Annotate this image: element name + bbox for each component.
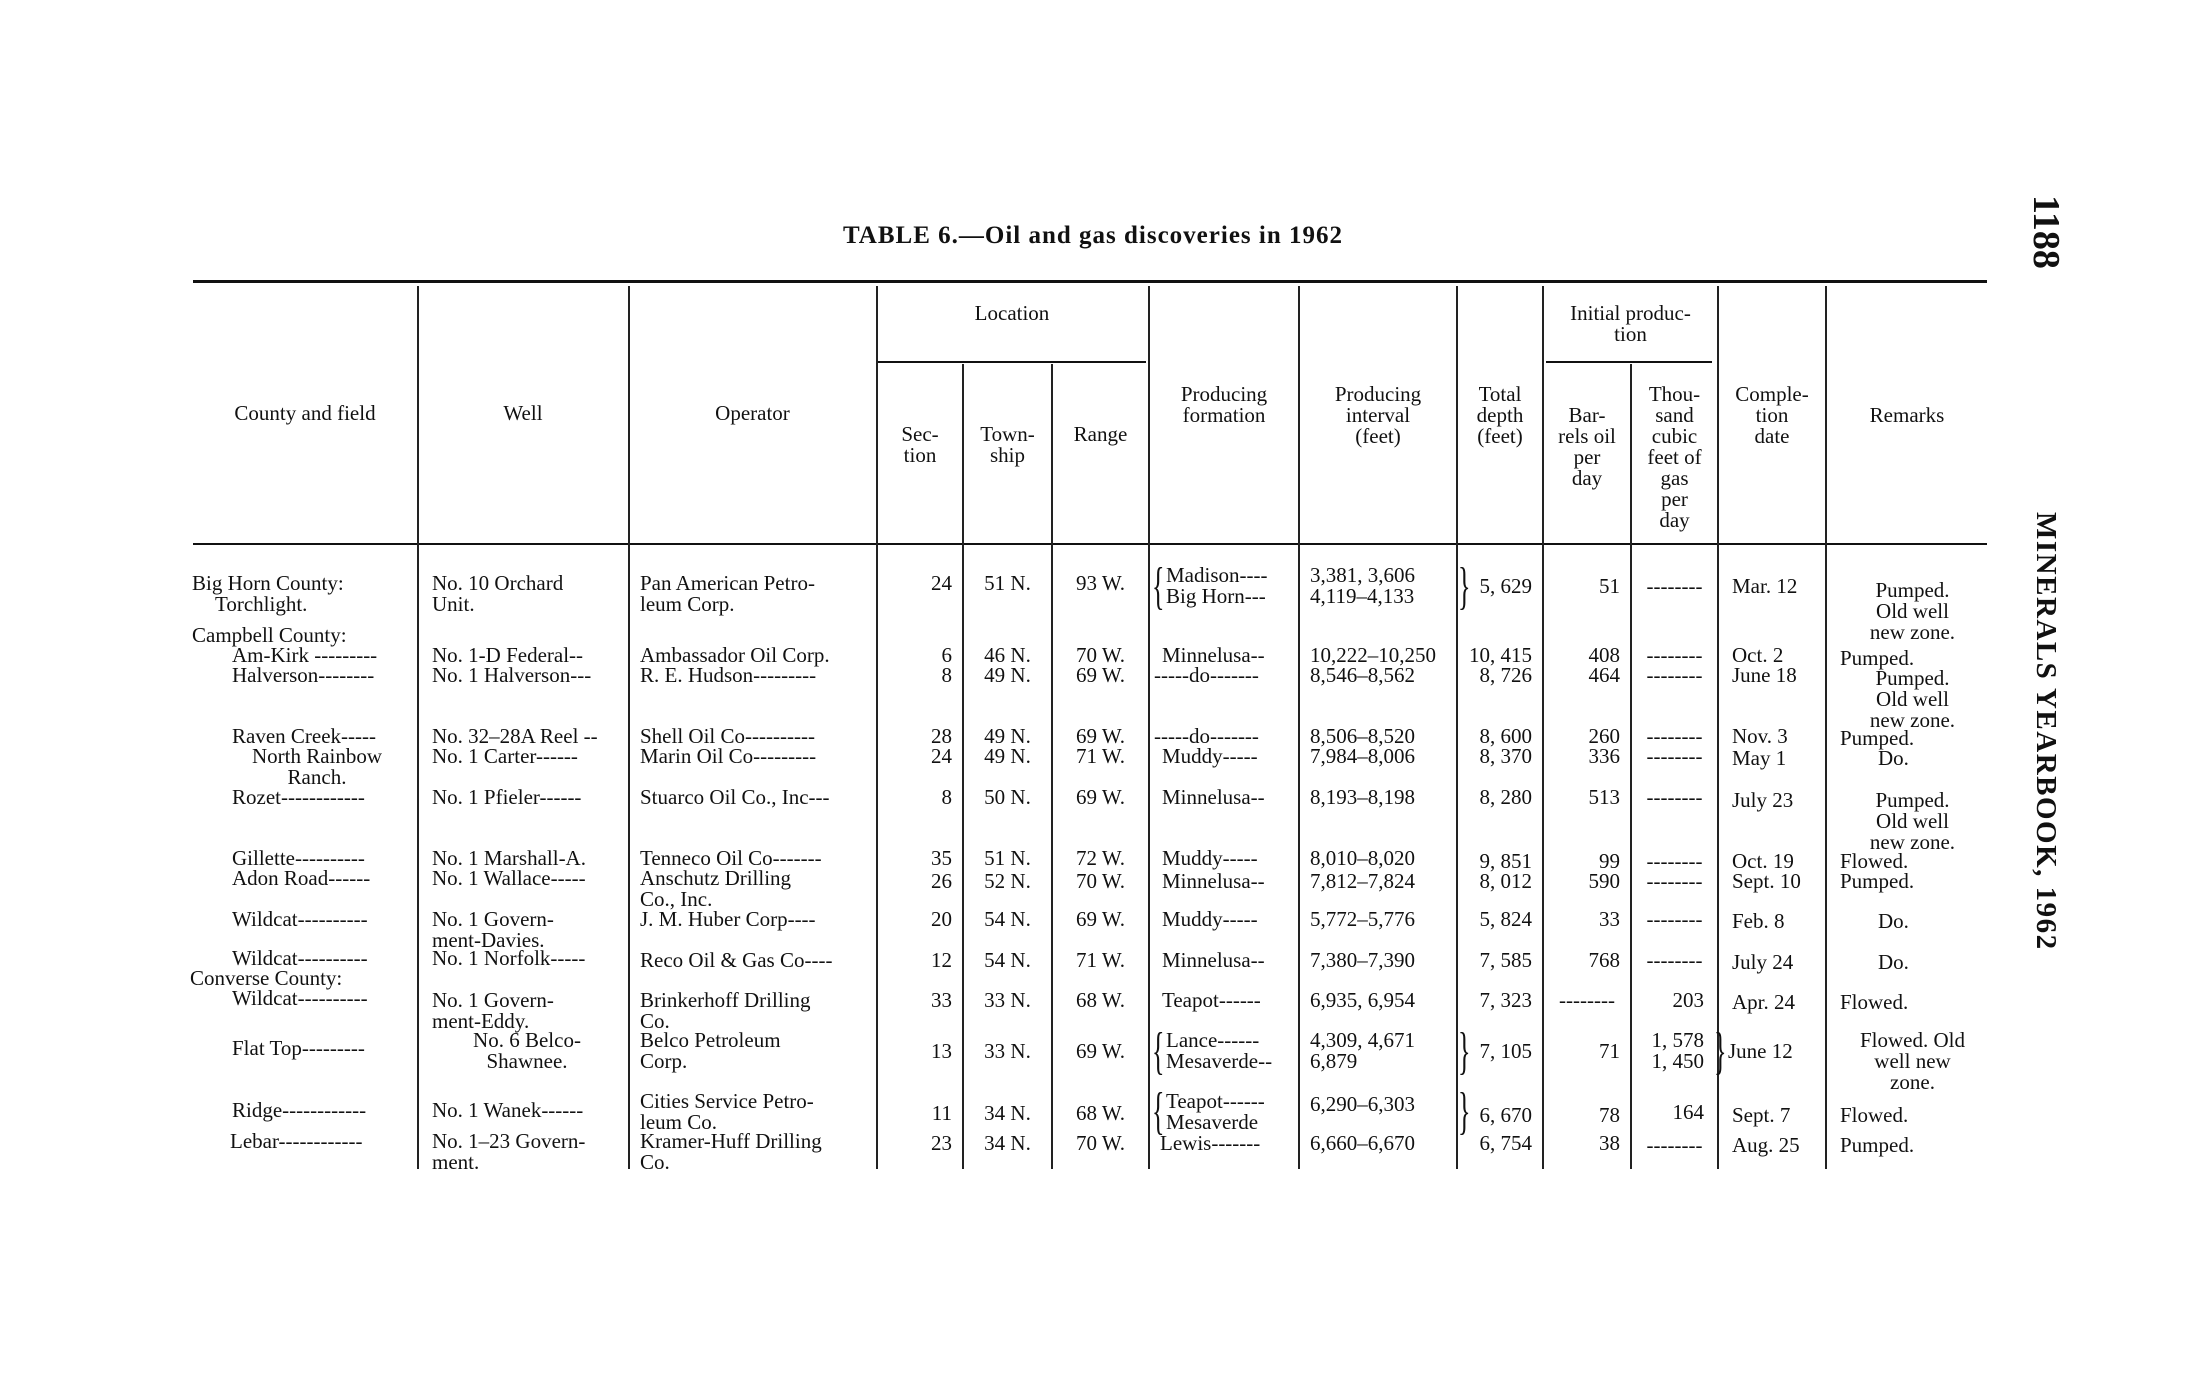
gas-value: 164 bbox=[1672, 1100, 1704, 1124]
operator-name: Belco Petroleum Corp. bbox=[640, 1028, 781, 1073]
formation-value: Minnelusa-- bbox=[1162, 948, 1265, 972]
gas-value: -------- bbox=[1646, 574, 1703, 598]
remarks-value: Pumped. bbox=[1840, 726, 1915, 750]
operator-name: Stuarco Oil Co., Inc--- bbox=[640, 785, 830, 809]
range-value: 69 W. bbox=[1075, 785, 1125, 809]
section-value: 20 bbox=[931, 907, 952, 931]
completion-value: June 12 bbox=[1728, 1039, 1793, 1063]
oil-value: 99 bbox=[1599, 849, 1620, 873]
operator-name: J. M. Huber Corp---- bbox=[640, 907, 816, 931]
range-value: 71 W. bbox=[1075, 744, 1125, 768]
brace-left: { bbox=[1152, 558, 1165, 615]
column-rule bbox=[628, 286, 630, 1169]
range-value: 69 W. bbox=[1075, 907, 1125, 931]
township-value: 33 N. bbox=[984, 988, 1031, 1012]
remarks-value: Do. bbox=[1878, 950, 1909, 974]
range-value: 93 W. bbox=[1075, 571, 1125, 595]
operator-name: Tenneco Oil Co------- bbox=[640, 846, 822, 870]
section-value: 26 bbox=[931, 869, 952, 893]
brace-right: } bbox=[1714, 1023, 1727, 1080]
gas-value: -------- bbox=[1646, 785, 1703, 809]
township-value: 52 N. bbox=[984, 869, 1031, 893]
gas-value: -------- bbox=[1646, 744, 1703, 768]
gas-value: 1, 578 1, 450 bbox=[1651, 1028, 1704, 1073]
completion-value: Sept. 10 bbox=[1732, 869, 1801, 893]
oil-value: 260 bbox=[1588, 724, 1620, 748]
formation-value: Muddy----- bbox=[1162, 907, 1258, 931]
oil-value: 590 bbox=[1588, 869, 1620, 893]
depth-value: 6, 670 bbox=[1479, 1103, 1532, 1127]
operator-name: Cities Service Petro- leum Co. bbox=[640, 1089, 814, 1134]
depth-value: 8, 012 bbox=[1479, 869, 1532, 893]
oil-value: 768 bbox=[1588, 948, 1620, 972]
formation-value: Minnelusa-- bbox=[1162, 785, 1265, 809]
depth-value: 8, 726 bbox=[1479, 663, 1532, 687]
well-name: No. 10 Orchard Unit. bbox=[432, 571, 564, 616]
operator-name: Pan American Petro- leum Corp. bbox=[640, 571, 815, 616]
township-value: 34 N. bbox=[984, 1101, 1031, 1125]
oil-value: 513 bbox=[1588, 785, 1620, 809]
formation-value: Muddy----- bbox=[1162, 744, 1258, 768]
section-value: 12 bbox=[931, 948, 952, 972]
depth-value: 7, 323 bbox=[1479, 988, 1532, 1012]
formation-value: Teapot------ bbox=[1162, 988, 1261, 1012]
oil-value: 33 bbox=[1599, 907, 1620, 931]
township-value: 54 N. bbox=[984, 948, 1031, 972]
well-name: No. 1 Govern- ment-Davies. bbox=[432, 907, 554, 952]
range-value: 69 W. bbox=[1075, 1039, 1125, 1063]
township-value: 33 N. bbox=[984, 1039, 1031, 1063]
section-value: 24 bbox=[931, 571, 952, 595]
operator-name: Brinkerhoff Drilling Co. bbox=[640, 988, 811, 1033]
gas-value: 203 bbox=[1672, 988, 1704, 1012]
completion-value: Sept. 7 bbox=[1732, 1103, 1791, 1127]
well-name: No. 32–28A Reel -- bbox=[432, 724, 598, 748]
interval-value: 6,660–6,670 bbox=[1310, 1131, 1415, 1155]
oil-value: 336 bbox=[1588, 744, 1620, 768]
township-value: 34 N. bbox=[984, 1131, 1031, 1155]
remarks-value: Pumped. bbox=[1840, 869, 1915, 893]
depth-value: 8, 280 bbox=[1479, 785, 1532, 809]
field-name: Am-Kirk --------- bbox=[232, 643, 378, 667]
section-value: 11 bbox=[931, 1101, 952, 1125]
group-label: Converse County: bbox=[190, 966, 343, 990]
table-top-rule bbox=[193, 280, 1987, 283]
range-value: 72 W. bbox=[1075, 846, 1125, 870]
depth-value: 10, 415 bbox=[1469, 643, 1532, 667]
formation-value: Minnelusa-- bbox=[1162, 643, 1265, 667]
oil-value: 71 bbox=[1599, 1039, 1620, 1063]
depth-value: 5, 629 bbox=[1479, 574, 1532, 598]
remarks-value: Flowed. bbox=[1840, 990, 1909, 1014]
section-value: 35 bbox=[931, 846, 952, 870]
group-label: Campbell County: bbox=[192, 623, 347, 647]
header-county-field: County and field bbox=[234, 401, 376, 425]
column-rule bbox=[417, 286, 419, 1169]
oil-value: 464 bbox=[1588, 663, 1620, 687]
interval-value: 6,935, 6,954 bbox=[1310, 988, 1415, 1012]
field-name: Wildcat---------- bbox=[232, 946, 368, 970]
formation-value: Lance------ Mesaverde-- bbox=[1166, 1028, 1273, 1073]
well-name: No. 1 Pfieler------ bbox=[432, 785, 582, 809]
oil-value: -------- bbox=[1559, 988, 1615, 1012]
range-value: 68 W. bbox=[1075, 1101, 1125, 1125]
well-name: No. 6 Belco- Shawnee. bbox=[473, 1028, 581, 1073]
oil-value: 408 bbox=[1588, 643, 1620, 667]
header-gas: Thou- sand cubic feet of gas per day bbox=[1647, 382, 1702, 532]
interval-value: 4,309, 4,671 6,879 bbox=[1310, 1028, 1415, 1073]
field-name: Raven Creek----- bbox=[232, 724, 377, 748]
gas-value: -------- bbox=[1646, 643, 1703, 667]
depth-value: 7, 585 bbox=[1479, 948, 1532, 972]
header-location: Location bbox=[974, 301, 1050, 325]
completion-value: Apr. 24 bbox=[1732, 990, 1795, 1014]
operator-name: R. E. Hudson--------- bbox=[640, 663, 817, 687]
interval-value: 3,381, 3,606 4,119–4,133 bbox=[1310, 563, 1415, 608]
header-interval: Producing interval (feet) bbox=[1334, 382, 1422, 448]
operator-name: Kramer-Huff Drilling Co. bbox=[640, 1129, 822, 1174]
interval-value: 8,506–8,520 bbox=[1310, 724, 1415, 748]
well-name: No. 1–23 Govern- ment. bbox=[432, 1129, 586, 1174]
section-value: 24 bbox=[931, 744, 952, 768]
header-well: Well bbox=[503, 401, 543, 425]
gas-value: -------- bbox=[1646, 907, 1703, 931]
field-name: Wildcat---------- bbox=[232, 907, 368, 931]
brace-left: { bbox=[1152, 1023, 1165, 1080]
table-title: TABLE 6.—Oil and gas discoveries in 1962 bbox=[842, 222, 1343, 249]
interval-value: 7,984–8,006 bbox=[1310, 744, 1415, 768]
section-value: 8 bbox=[941, 785, 952, 809]
completion-value: July 24 bbox=[1732, 950, 1794, 974]
field-name: Lebar------------ bbox=[230, 1129, 363, 1153]
range-value: 69 W. bbox=[1075, 663, 1125, 687]
township-value: 54 N. bbox=[984, 907, 1031, 931]
brace-right: } bbox=[1458, 558, 1471, 615]
formation-value: Muddy----- bbox=[1162, 846, 1258, 870]
header-operator: Operator bbox=[715, 401, 790, 425]
field-name: Ridge------------ bbox=[232, 1098, 367, 1122]
well-name: No. 1 Carter------ bbox=[432, 744, 578, 768]
field-name: North Rainbow Ranch. bbox=[251, 744, 383, 789]
well-name: No. 1 Wanek------ bbox=[432, 1098, 584, 1122]
operator-name: Reco Oil & Gas Co---- bbox=[640, 948, 833, 972]
header-formation: Producing formation bbox=[1180, 382, 1268, 427]
completion-value: Mar. 12 bbox=[1732, 574, 1798, 598]
completion-value: Oct. 2 bbox=[1732, 643, 1784, 667]
gas-value: -------- bbox=[1646, 849, 1703, 873]
gas-value: -------- bbox=[1646, 948, 1703, 972]
formation-value: Lewis------- bbox=[1160, 1131, 1261, 1155]
brace-left: { bbox=[1152, 1083, 1165, 1140]
remarks-value: Pumped. Old well new zone. bbox=[1869, 788, 1956, 854]
completion-value: Nov. 3 bbox=[1732, 724, 1788, 748]
section-value: 23 bbox=[931, 1131, 952, 1155]
range-value: 71 W. bbox=[1075, 948, 1125, 972]
brace-right: } bbox=[1458, 1023, 1471, 1080]
operator-name: Shell Oil Co---------- bbox=[640, 724, 815, 748]
well-name: No. 1 Marshall-A. bbox=[432, 846, 586, 870]
header-range: Range bbox=[1073, 422, 1128, 446]
field-name: Torchlight. bbox=[215, 592, 308, 616]
group-label: Big Horn County: bbox=[192, 571, 344, 595]
well-name: No. 1 Govern- ment-Eddy. bbox=[432, 988, 554, 1033]
remarks-value: Flowed. bbox=[1840, 1103, 1909, 1127]
location-subheader-rule bbox=[878, 361, 1146, 363]
field-name: Adon Road------ bbox=[232, 866, 371, 890]
formation-value: Madison---- Big Horn--- bbox=[1166, 563, 1268, 608]
township-value: 46 N. bbox=[984, 643, 1031, 667]
well-name: No. 1 Halverson--- bbox=[432, 663, 592, 687]
field-name: Halverson-------- bbox=[232, 663, 375, 687]
interval-value: 7,812–7,824 bbox=[1310, 869, 1415, 893]
formation-value: -----do------- bbox=[1154, 663, 1259, 687]
field-name: Rozet------------ bbox=[232, 785, 365, 809]
brace-right: } bbox=[1458, 1083, 1471, 1140]
header-remarks: Remarks bbox=[1869, 403, 1945, 427]
remarks-value: Pumped. bbox=[1840, 1133, 1915, 1157]
running-head: MINERALS YEARBOOK, 1962 bbox=[2030, 512, 2062, 951]
formation-value: Minnelusa-- bbox=[1162, 869, 1265, 893]
interval-value: 6,290–6,303 bbox=[1310, 1092, 1415, 1116]
completion-value: July 23 bbox=[1732, 788, 1794, 812]
formation-value: -----do------- bbox=[1154, 724, 1259, 748]
field-name: Gillette---------- bbox=[232, 846, 365, 870]
gas-value: -------- bbox=[1646, 663, 1703, 687]
field-name: Flat Top--------- bbox=[232, 1036, 365, 1060]
completion-value: May 1 bbox=[1732, 746, 1787, 770]
operator-name: Ambassador Oil Corp. bbox=[640, 643, 830, 667]
well-name: No. 1-D Federal-- bbox=[432, 643, 584, 667]
oil-value: 51 bbox=[1599, 574, 1620, 598]
range-value: 70 W. bbox=[1075, 869, 1125, 893]
township-value: 51 N. bbox=[984, 571, 1031, 595]
completion-value: Feb. 8 bbox=[1732, 909, 1785, 933]
completion-value: Aug. 25 bbox=[1732, 1133, 1800, 1157]
range-value: 69 W. bbox=[1075, 724, 1125, 748]
column-rule bbox=[876, 286, 878, 1169]
depth-value: 7, 105 bbox=[1479, 1039, 1532, 1063]
production-subheader-rule bbox=[1546, 361, 1712, 363]
township-value: 51 N. bbox=[984, 846, 1031, 870]
depth-value: 8, 600 bbox=[1479, 724, 1532, 748]
header-depth: Total depth (feet) bbox=[1476, 382, 1524, 448]
remarks-value: Pumped. Old well new zone. bbox=[1869, 666, 1956, 732]
section-value: 33 bbox=[931, 988, 952, 1012]
interval-value: 7,380–7,390 bbox=[1310, 948, 1415, 972]
well-name: No. 1 Norfolk----- bbox=[432, 946, 586, 970]
completion-value: Oct. 19 bbox=[1732, 849, 1794, 873]
header-completion: Comple- tion date bbox=[1735, 382, 1809, 448]
oil-value: 78 bbox=[1599, 1103, 1620, 1127]
formation-value: Teapot------ Mesaverde bbox=[1166, 1089, 1265, 1134]
remarks-value: Do. bbox=[1878, 746, 1909, 770]
gas-value: -------- bbox=[1646, 869, 1703, 893]
depth-value: 6, 754 bbox=[1479, 1131, 1532, 1155]
header-section: Sec- tion bbox=[901, 422, 939, 467]
township-value: 49 N. bbox=[984, 744, 1031, 768]
header-township: Town- ship bbox=[980, 422, 1035, 467]
completion-value: June 18 bbox=[1732, 663, 1797, 687]
depth-value: 5, 824 bbox=[1479, 907, 1532, 931]
remarks-value: Pumped. Old well new zone. bbox=[1869, 578, 1956, 644]
township-value: 49 N. bbox=[984, 663, 1031, 687]
interval-value: 5,772–5,776 bbox=[1310, 907, 1415, 931]
remarks-value: Flowed. bbox=[1840, 849, 1909, 873]
range-value: 70 W. bbox=[1075, 1131, 1125, 1155]
range-value: 68 W. bbox=[1075, 988, 1125, 1012]
header-oil: Bar- rels oil per day bbox=[1558, 403, 1616, 490]
interval-value: 8,193–8,198 bbox=[1310, 785, 1415, 809]
operator-name: Marin Oil Co--------- bbox=[640, 744, 817, 768]
township-value: 50 N. bbox=[984, 785, 1031, 809]
depth-value: 8, 370 bbox=[1479, 744, 1532, 768]
field-name: Wildcat---------- bbox=[232, 986, 368, 1010]
well-name: No. 1 Wallace----- bbox=[432, 866, 586, 890]
remarks-value: Do. bbox=[1878, 909, 1909, 933]
operator-name: Anschutz Drilling Co., Inc. bbox=[640, 866, 792, 911]
interval-value: 8,010–8,020 bbox=[1310, 846, 1415, 870]
interval-value: 8,546–8,562 bbox=[1310, 663, 1415, 687]
header-initial-production: Initial produc- tion bbox=[1570, 301, 1691, 346]
section-value: 8 bbox=[941, 663, 952, 687]
page-number: 1188 bbox=[2025, 195, 2067, 269]
gas-value: -------- bbox=[1646, 1133, 1703, 1157]
oil-value: 38 bbox=[1599, 1131, 1620, 1155]
section-value: 6 bbox=[941, 643, 952, 667]
section-value: 13 bbox=[931, 1039, 952, 1063]
interval-value: 10,222–10,250 bbox=[1310, 643, 1436, 667]
township-value: 49 N. bbox=[984, 724, 1031, 748]
remarks-value: Flowed. Old well new zone. bbox=[1860, 1028, 1965, 1094]
range-value: 70 W. bbox=[1075, 643, 1125, 667]
depth-value: 9, 851 bbox=[1479, 849, 1532, 873]
remarks-value: Pumped. bbox=[1840, 646, 1915, 670]
gas-value: -------- bbox=[1646, 724, 1703, 748]
section-value: 28 bbox=[931, 724, 952, 748]
